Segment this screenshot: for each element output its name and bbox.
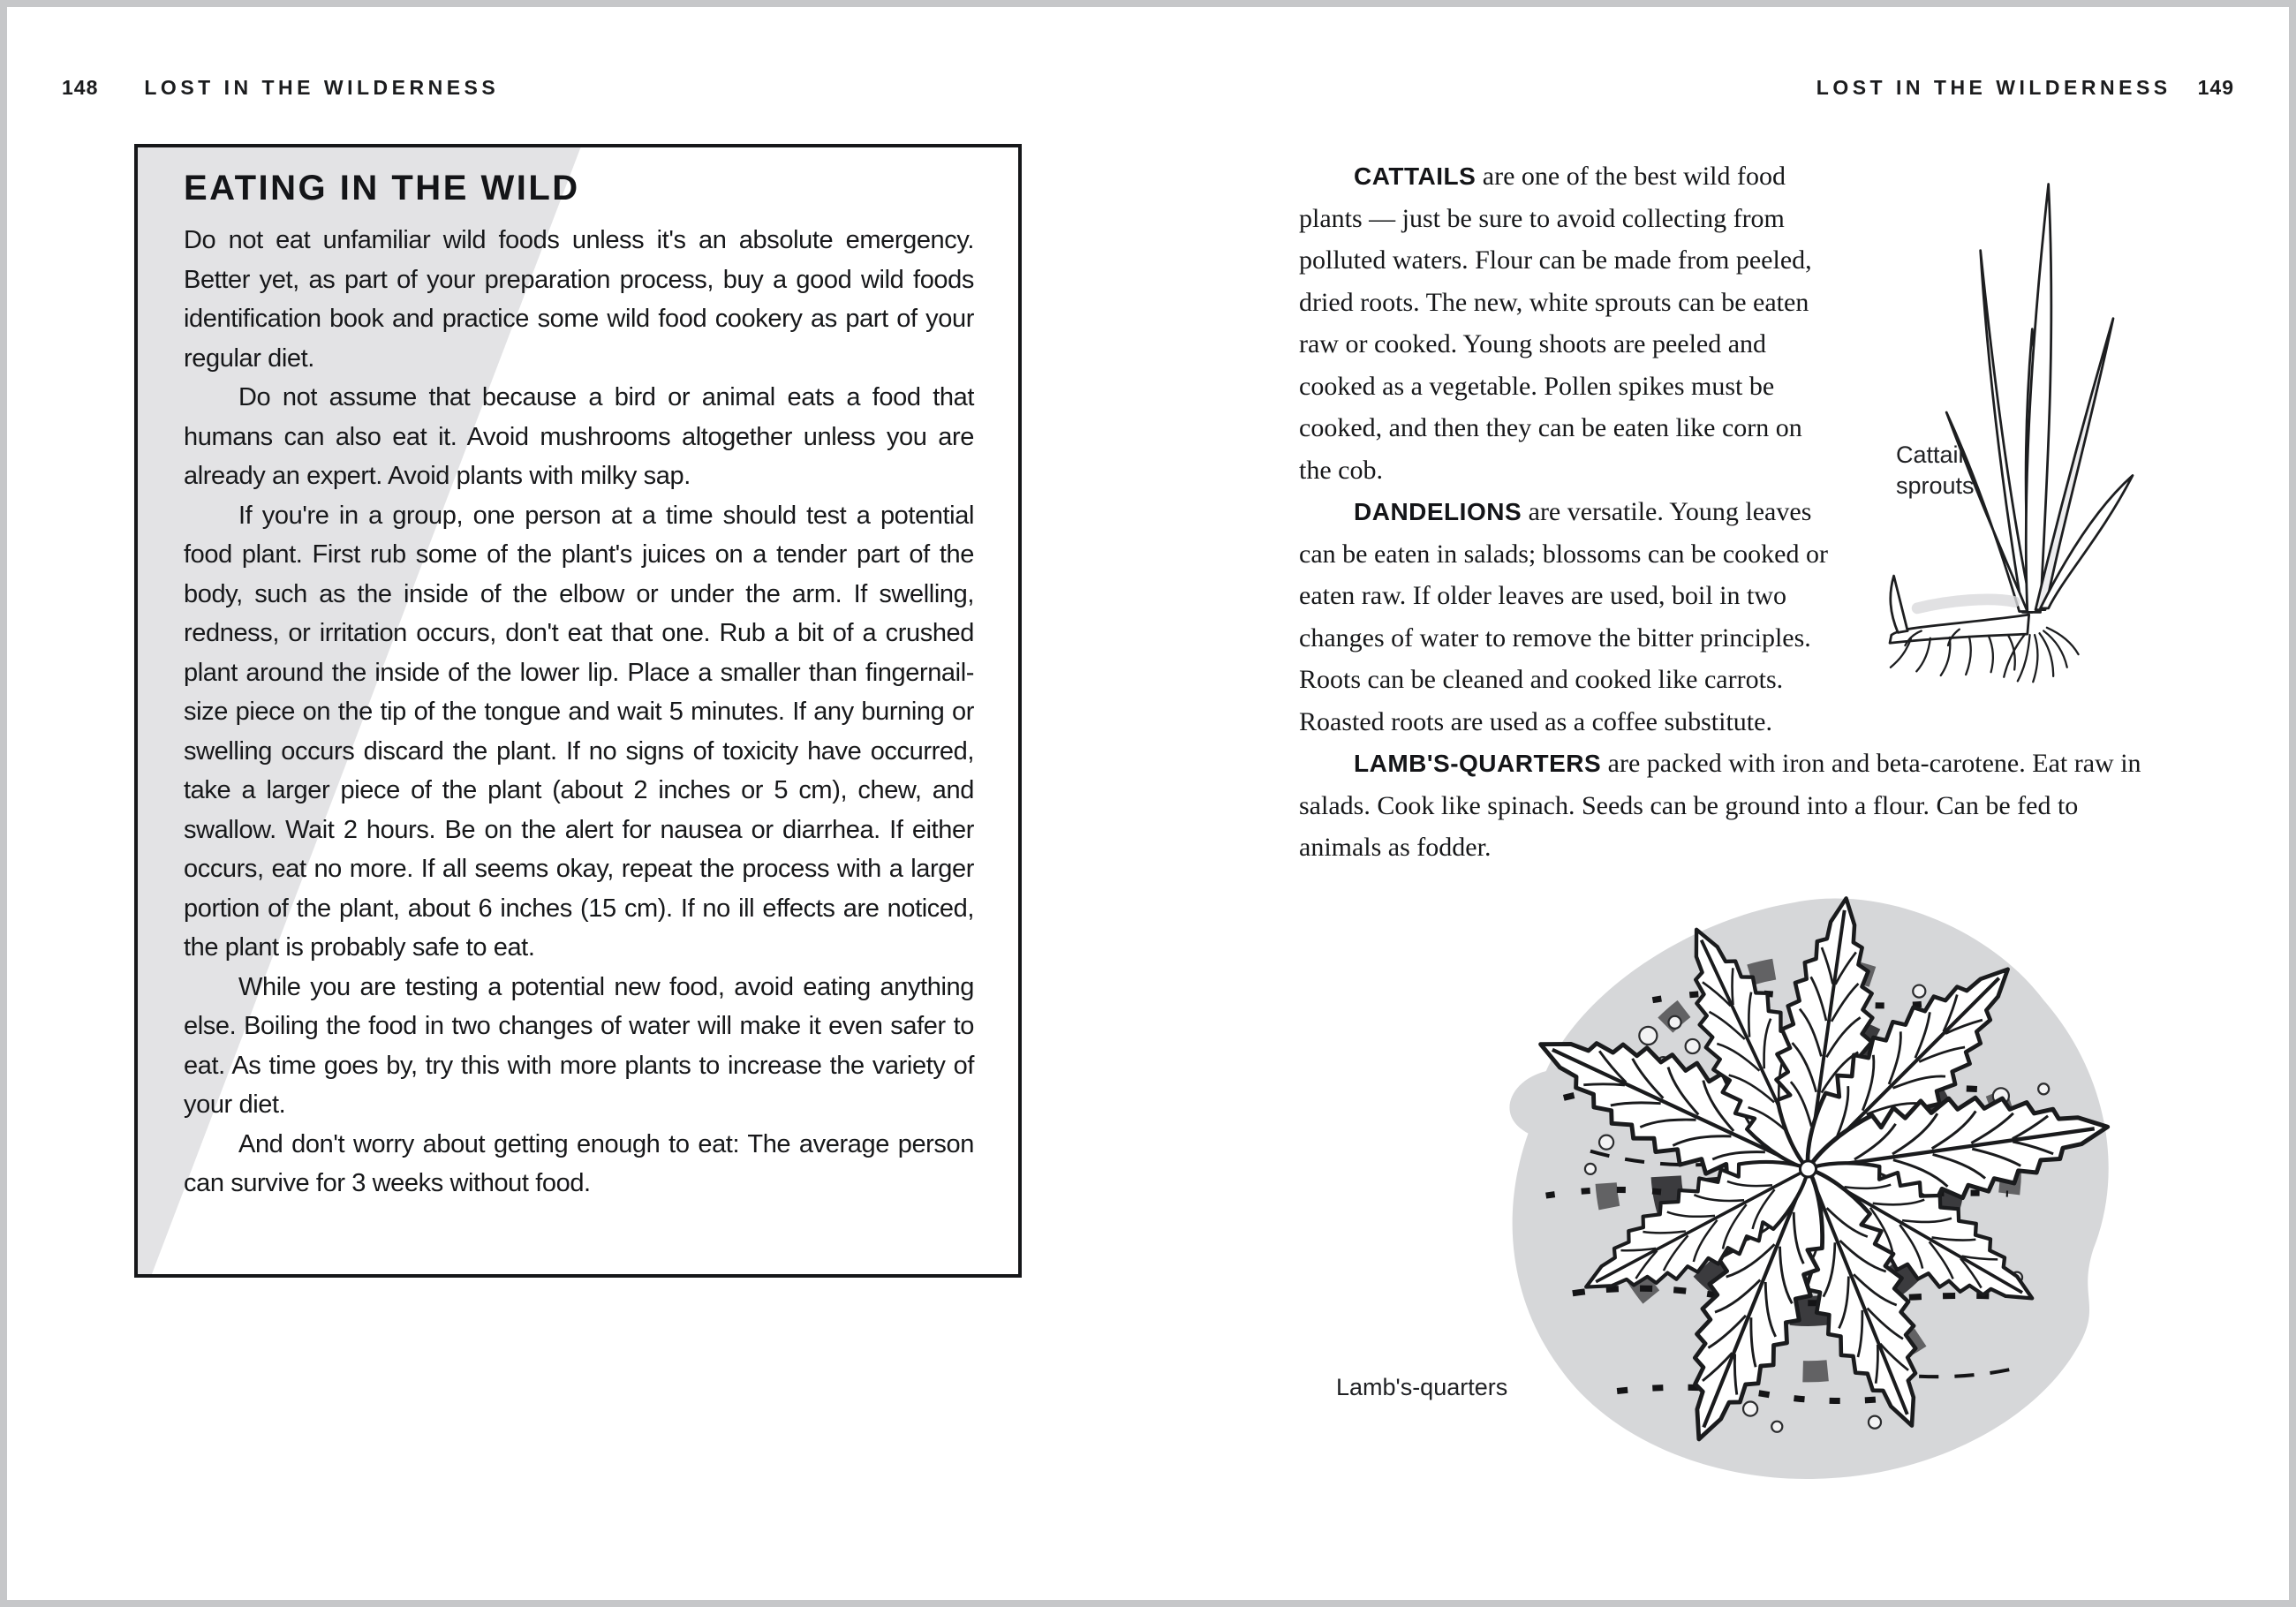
lambs-quarters-caption: Lamb's-quarters [1336, 1374, 1508, 1400]
running-head-right-title: LOST IN THE WILDERNESS [1816, 76, 2171, 99]
right-page-text [1299, 155, 2152, 869]
box-paragraph: And don't worry about getting enough to eat: The average person can survive for 3 weeks without food. [184, 1129, 974, 1197]
box-paragraph: If you're in a group, one person at a time should test a potential food plant. First rub some of the plant's juices on a tender part of the body, such as the inside of the elbow or under the arm. If swelling, redness, or irritation occurs, don't eat that one. Rub a bit of a crushed plant around the inside of the lower lip. Place a smaller than fingernail-size piece on the tip of the tongue and wait 5 minutes. If any burning or swelling occurs discard the plant. If no signs of toxicity have occurred, take a larger piece of the plant (about 2 inches or 5 cm), chew, and swallow. Wait 2 hours. Be on the alert for nausea or diarrhea. If either occurs, eat no more. If all seems okay, repeat the process with a larger portion of the plant, about 6 inches (15 cm). If no ill effects are noticed, the plant is probably safe to eat. [184, 501, 974, 962]
lambs-quarters-figure [1457, 874, 2159, 1499]
running-head-right [1816, 76, 2234, 100]
running-head-left [62, 76, 499, 100]
box-paragraph: Do not assume that because a bird or animal eats a food that humans can also eat it. Avoid mushrooms altogether unless you are already an expert. Avoid plants with milky sap. [184, 383, 974, 490]
cattail-caption [1896, 440, 1975, 502]
cattail-figure [1845, 152, 2152, 692]
entry-text-lambs-quarters: are packed with iron and beta-carotene. Eat raw in salads. Cook like spinach. Seeds can be ground into a flour. Can be fed to animals as fodder. [1299, 749, 2141, 862]
entry-term-dandelions: DANDELIONS [1354, 498, 1522, 525]
entry-text-cattails: are one of the best wild food plants — just be sure to avoid collecting from polluted waters. Flour can be made from peeled, dried roots. The new, white sprouts can be eaten raw or cooked. Young shoots are peeled and cooked as a vegetable. Pollen spikes must be cooked, and then they can be eaten like corn on the cob. [1299, 162, 1812, 485]
page-number-left: 148 [62, 76, 99, 99]
cattail-caption-line1: Cattail [1896, 441, 1964, 468]
book-spread [7, 7, 2289, 1600]
lambs-quarters-illustration [1457, 874, 2159, 1499]
feature-box-eating-in-the-wild [134, 144, 1022, 1278]
cattail-sprouts-illustration [1861, 152, 2152, 692]
entry-term-cattails: CATTAILS [1354, 162, 1477, 190]
cattail-caption-line2: sprouts [1896, 472, 1975, 499]
box-title: EATING IN THE WILD [184, 169, 580, 207]
box-paragraph: Do not eat unfamiliar wild foods unless it's an absolute emergency. Better yet, as part of your preparation process, buy a good wild foods identification book and practice some wild food cookery as part of your regular diet. [184, 226, 974, 373]
running-head-left-title: LOST IN THE WILDERNESS [144, 76, 500, 99]
box-content [138, 147, 1018, 1203]
page-number-right: 149 [2197, 76, 2234, 99]
entry-lambs-quarters [1299, 743, 2152, 869]
entry-term-lambs-quarters: LAMB'S-QUARTERS [1354, 750, 1602, 777]
entry-text-dandelions: are versatile. Young leaves can be eaten in salads; blossoms can be cooked or eaten raw. If older leaves are used, boil in two changes of water to remove the bitter principles. Roots can be cleaned and cooked like carrots. Roasted roots are used as a coffee substitute. [1299, 497, 1828, 736]
box-paragraph: While you are testing a potential new food, avoid eating anything else. Boiling the food in two changes of water will make it even safer to eat. As time goes by, try this with more plants to increase the variety of your diet. [184, 972, 974, 1119]
